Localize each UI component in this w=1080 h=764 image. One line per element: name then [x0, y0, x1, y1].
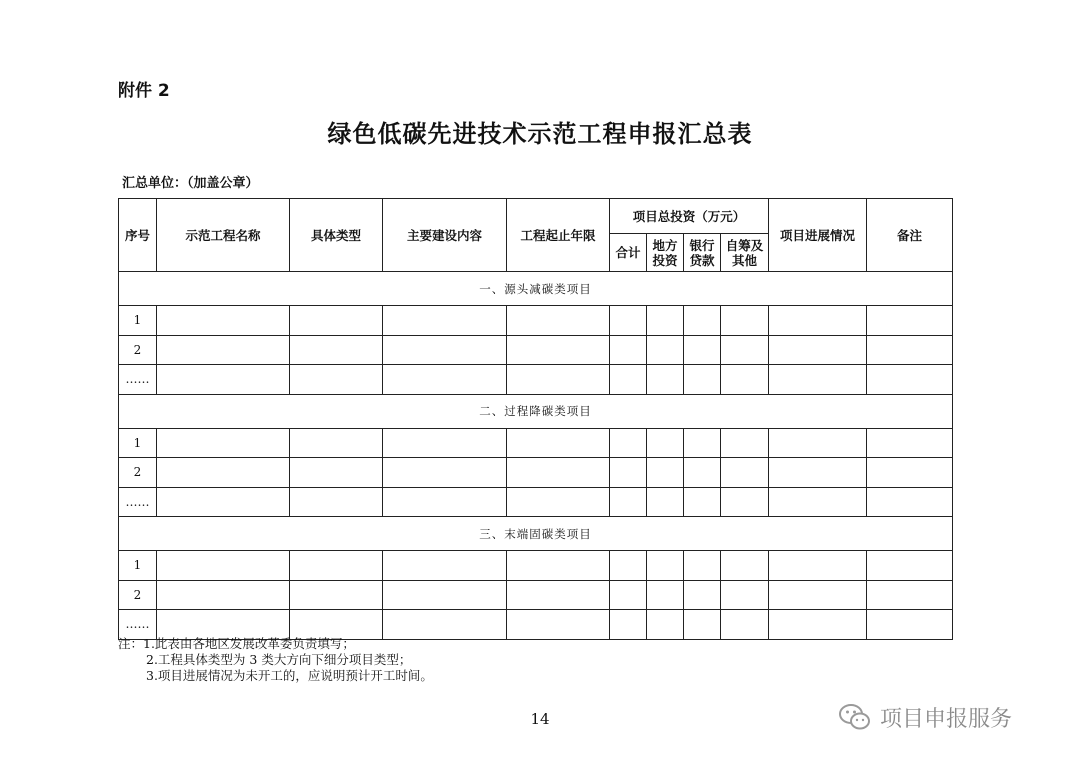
table-cell	[610, 306, 647, 336]
table-cell	[647, 610, 684, 640]
table-cell	[383, 335, 507, 365]
table-cell	[610, 551, 647, 581]
table-cell	[290, 610, 383, 640]
table-cell	[290, 580, 383, 610]
header-content: 主要建设内容	[383, 199, 507, 272]
table-body	[119, 272, 953, 640]
table-cell	[610, 580, 647, 610]
table-cell	[157, 365, 290, 395]
table-cell	[383, 610, 507, 640]
table-cell	[647, 306, 684, 336]
table-cell	[769, 551, 867, 581]
wechat-icon	[838, 702, 872, 732]
table-cell	[610, 487, 647, 517]
table-cell	[721, 365, 769, 395]
table-cell	[769, 487, 867, 517]
reporting-unit: 汇总单位：（加盖公章）	[122, 176, 259, 191]
watermark-text: 项目申报服务	[880, 706, 1013, 732]
table-cell	[684, 365, 721, 395]
section-title: 二、过程降碳类项目	[119, 394, 953, 428]
table-cell	[721, 610, 769, 640]
table-cell	[769, 306, 867, 336]
row-number: ……	[119, 365, 157, 395]
table-cell	[610, 458, 647, 488]
table-cell	[507, 306, 610, 336]
table-row	[119, 428, 953, 458]
table-cell	[290, 306, 383, 336]
row-number: ……	[119, 610, 157, 640]
table-cell	[721, 487, 769, 517]
table-cell	[721, 458, 769, 488]
table-cell	[383, 580, 507, 610]
row-number: 1	[119, 306, 157, 336]
table-cell	[684, 551, 721, 581]
table-cell	[157, 428, 290, 458]
table-cell	[684, 580, 721, 610]
note-line: 2.工程具体类型为 3 类大方向下细分项目类型；	[146, 652, 412, 667]
table-cell	[507, 365, 610, 395]
table-cell	[769, 610, 867, 640]
table-row	[119, 580, 953, 610]
watermark	[838, 700, 1012, 734]
table-cell	[769, 458, 867, 488]
table-cell	[867, 551, 953, 581]
note-line: 3.项目进展情况为未开工的，应说明预计开工时间。	[146, 668, 433, 683]
table-cell	[290, 335, 383, 365]
table-cell	[684, 428, 721, 458]
table-cell	[684, 335, 721, 365]
header-name: 示范工程名称	[157, 199, 290, 272]
section-row	[119, 394, 953, 428]
header-investment-loan: 银行贷款	[684, 234, 721, 272]
table-cell	[507, 610, 610, 640]
table-cell	[383, 428, 507, 458]
table-cell	[867, 335, 953, 365]
row-number: 2	[119, 335, 157, 365]
row-number: 1	[119, 428, 157, 458]
table-cell	[867, 580, 953, 610]
header-type: 具体类型	[290, 199, 383, 272]
table-row	[119, 306, 953, 336]
table-cell	[769, 335, 867, 365]
table-cell	[867, 487, 953, 517]
table-cell	[507, 580, 610, 610]
header-investment-self: 自筹及其他	[721, 234, 769, 272]
header-period: 工程起止年限	[507, 199, 610, 272]
table-cell	[610, 428, 647, 458]
table-cell	[383, 458, 507, 488]
table-cell	[507, 487, 610, 517]
table-cell	[383, 306, 507, 336]
header-remarks: 备注	[867, 199, 953, 272]
row-number: 2	[119, 580, 157, 610]
table-cell	[721, 580, 769, 610]
table-cell	[383, 551, 507, 581]
table-cell	[507, 335, 610, 365]
table-cell	[157, 487, 290, 517]
section-title: 一、源头减碳类项目	[119, 272, 953, 306]
page-title: 绿色低碳先进技术示范工程申报汇总表	[327, 120, 753, 148]
section-row	[119, 517, 953, 551]
table-cell	[867, 458, 953, 488]
table-cell	[290, 428, 383, 458]
table-cell	[507, 458, 610, 488]
table-cell	[290, 551, 383, 581]
row-number: 1	[119, 551, 157, 581]
table-cell	[647, 487, 684, 517]
table-cell	[647, 365, 684, 395]
table-cell	[867, 428, 953, 458]
table-cell	[721, 551, 769, 581]
page-number: 14	[530, 710, 550, 728]
table-cell	[721, 335, 769, 365]
table-cell	[157, 610, 290, 640]
row-number: 2	[119, 458, 157, 488]
header-investment-total: 合计	[610, 234, 647, 272]
table-cell	[867, 365, 953, 395]
section-row	[119, 272, 953, 306]
table-cell	[769, 365, 867, 395]
table-cell	[769, 580, 867, 610]
table-cell	[610, 335, 647, 365]
header-investment: 项目总投资（万元）	[610, 199, 769, 234]
table-cell	[383, 365, 507, 395]
table-row	[119, 551, 953, 581]
table-cell	[507, 428, 610, 458]
table-cell	[157, 458, 290, 488]
table-cell	[769, 428, 867, 458]
row-number: ……	[119, 487, 157, 517]
table-cell	[721, 428, 769, 458]
table-row	[119, 458, 953, 488]
table-cell	[647, 335, 684, 365]
table-cell	[867, 306, 953, 336]
table-cell	[867, 610, 953, 640]
table-cell	[157, 335, 290, 365]
table-cell	[157, 580, 290, 610]
attachment-label: 附件 2	[118, 81, 170, 101]
table-cell	[290, 458, 383, 488]
table-cell	[684, 610, 721, 640]
table-cell	[684, 487, 721, 517]
table-cell	[721, 306, 769, 336]
table-cell	[157, 551, 290, 581]
note-line: 注：1.此表由各地区发展改革委负责填写；	[118, 636, 355, 651]
table-row	[119, 335, 953, 365]
table-cell	[383, 487, 507, 517]
section-title: 三、末端固碳类项目	[119, 517, 953, 551]
table-cell	[507, 551, 610, 581]
table-cell	[647, 551, 684, 581]
header-progress: 项目进展情况	[769, 199, 867, 272]
header-investment-local: 地方投资	[647, 234, 684, 272]
table-row	[119, 610, 953, 640]
table-cell	[647, 458, 684, 488]
notes	[118, 636, 433, 684]
summary-table	[118, 198, 953, 640]
table-cell	[610, 610, 647, 640]
table-cell	[647, 580, 684, 610]
table-row	[119, 365, 953, 395]
table-cell	[157, 306, 290, 336]
table-cell	[290, 365, 383, 395]
table-cell	[684, 458, 721, 488]
table-cell	[684, 306, 721, 336]
table-cell	[610, 365, 647, 395]
table-cell	[290, 487, 383, 517]
table-cell	[647, 428, 684, 458]
header-seq: 序号	[119, 199, 157, 272]
table-row	[119, 487, 953, 517]
